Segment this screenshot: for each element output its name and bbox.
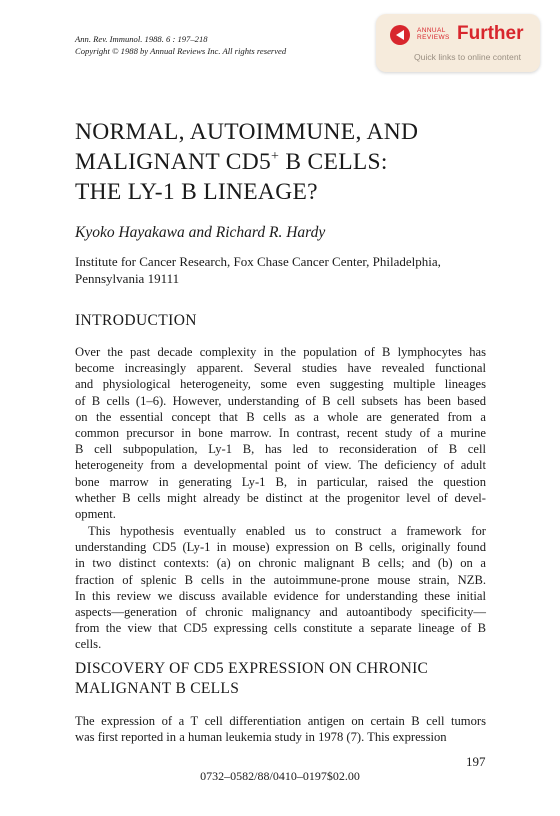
badge-brand-line1: ANNUAL [417,27,446,34]
page-number: 197 [466,754,486,769]
authors: Kyoko Hayakawa and Richard R. Hardy [75,224,326,241]
badge-brand-line2: REVIEWS [417,34,450,41]
annual-reviews-logo-icon [390,25,410,45]
footer-code: 0732–0582/88/0410–0197$02.00 [200,769,360,783]
text-line: heterogeneity from a developmental point of view. The deficiency of adult [75,458,486,473]
text-line: in two distinct contexts: (a) on chronic malignant B cells; and (b) on a [75,556,486,571]
text-line: whether B cells might already be distinct at the progenitor level of devel- [75,490,486,505]
discovery-heading-line-1: DISCOVERY OF CD5 EXPRESSION ON CHRONIC [75,660,429,677]
text-line: understanding CD5 (Ly-1 in mouse) expression on B cells, originally found [75,540,486,555]
text-line: on the essential concept that B cells as a whole are generated from a [75,409,486,424]
affiliation-line-1: Institute for Cancer Research, Fox Chase Cancer Center, Philadelphia, [75,254,441,269]
badge-subtitle: Quick links to online content [414,52,522,62]
badge-further-label: Further [457,23,524,44]
text-line: This hypothesis eventually enabled us to construct a framework for [88,524,486,538]
intro-paragraph-1 [75,344,486,522]
article-title [75,117,505,207]
journal-citation [75,33,286,57]
further-links-badge[interactable] [376,14,540,72]
text-line: and physiological heterogeneity, some even suggesting multiple lineages [75,377,486,392]
text-line: from the view that CD5 expressing cells constitute a separate lineage of B [75,621,486,636]
text-line: B cell subpopulation, Ly-1 B, has led to reconsideration of B cell [75,442,486,457]
text-line: fraction of splenic B cells in the autoimmune-prone mouse strain, NZB. [75,572,486,587]
text-line: cells. [75,637,102,652]
text-line: The expression of a T cell differentiation antigen on certain B cell tumors [75,714,486,728]
discovery-heading-line-2: MALIGNANT B CELLS [75,680,240,697]
text-line: opment. [75,506,116,521]
affiliation [75,253,441,287]
text-line: bone marrow in generating Ly-1 B, in particular, raised the question [75,474,486,489]
text-line: of B cells (1–6). However, understanding of B cell subsets has been based [75,393,486,408]
text-line: become increasingly apparent. Several studies have revealed functional [75,361,486,376]
affiliation-line-2: Pennsylvania 19111 [75,271,180,286]
title-line-1: NORMAL, AUTOIMMUNE, AND [75,119,419,145]
text-line: Over the past decade complexity in the population of B lymphocytes has [75,345,486,359]
text-line: In this review we discuss available evidence for understanding these initial [75,588,486,603]
text-line: common precursor in bone marrow. In contrast, recent study of a murine [75,425,486,440]
section-heading-introduction: INTRODUCTION [75,312,197,329]
title-line-2 [75,147,505,177]
title-line-2-pre: MALIGNANT CD5 [75,149,272,175]
text-line: was first reported in a human leukemia study in 1978 (7). This expression [75,730,447,745]
title-line-2-post: B CELLS: [279,149,388,175]
citation-line-1: Ann. Rev. Immunol. 1988. 6 : 197–218 [75,34,208,44]
section-heading-discovery [75,659,428,699]
discovery-paragraph-1 [75,713,486,745]
text-line: aspects—generation of chronic malignancy and autoantibody specificity— [75,604,486,619]
intro-paragraph-2 [75,523,486,653]
title-line-3: THE LY-1 B LINEAGE? [75,179,318,205]
title-superscript: + [271,149,280,164]
citation-line-2: Copyright © 1988 by Annual Reviews Inc. All rights reserved [75,46,287,56]
